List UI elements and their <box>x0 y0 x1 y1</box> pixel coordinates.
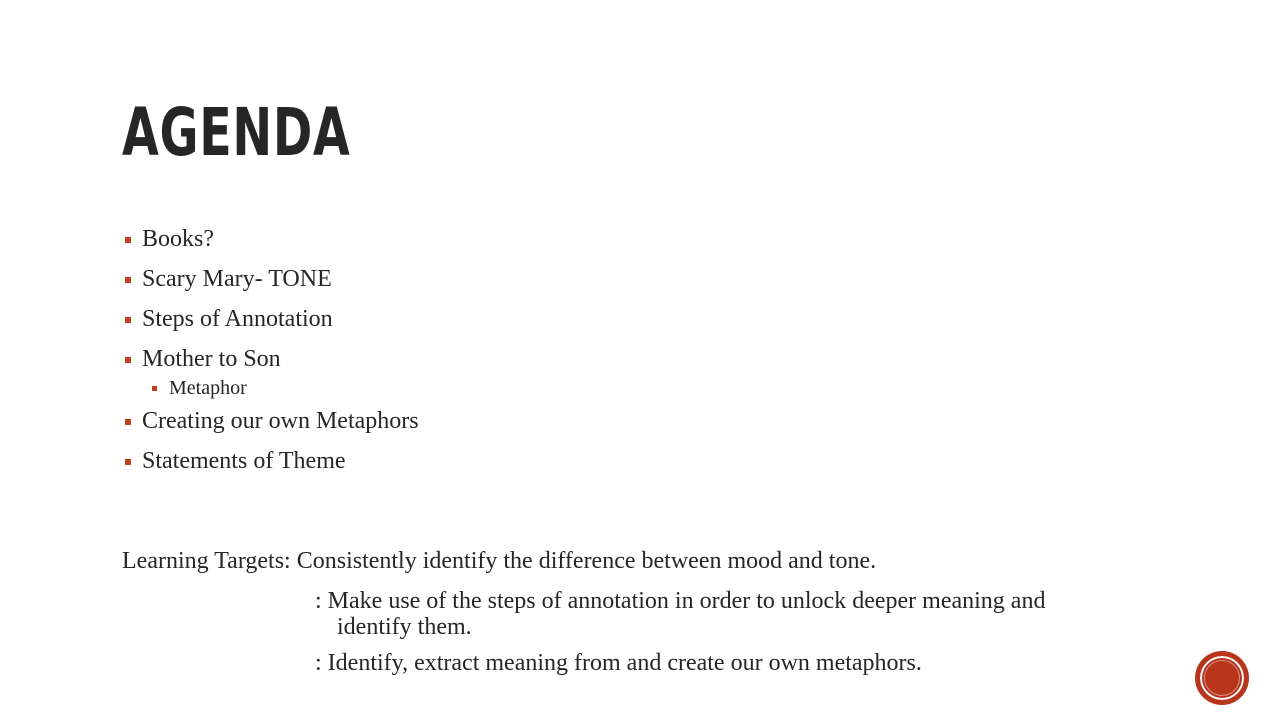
agenda-item-books: Books? <box>122 224 419 254</box>
learning-target-main: Learning Targets: Consistently identify the difference between mood and tone. <box>122 548 877 574</box>
agenda-item-creating-metaphors: Creating our own Metaphors <box>122 406 419 436</box>
agenda-list <box>122 224 419 486</box>
agenda-subitem-metaphor: Metaphor <box>142 376 419 400</box>
learning-targets <box>122 546 1102 676</box>
agenda-item-annotation: Steps of Annotation <box>122 304 419 334</box>
agenda-item-theme: Statements of Theme <box>122 446 419 476</box>
agenda-item-scary-mary: Scary Mary- TONE <box>122 264 419 294</box>
learning-target-item: : Make use of the steps of annotation in order to unlock deeper meaning and identify them. <box>315 588 1046 640</box>
slide-title: AGENDA <box>122 94 351 171</box>
agenda-item-mother-to-son <box>122 344 419 400</box>
agenda-sub-list <box>142 376 419 400</box>
agenda-item-label: Mother to Son <box>142 346 281 372</box>
learning-target-item: : Identify, extract meaning from and create our own metaphors. <box>315 650 922 676</box>
circle-button-icon[interactable] <box>1198 654 1246 702</box>
